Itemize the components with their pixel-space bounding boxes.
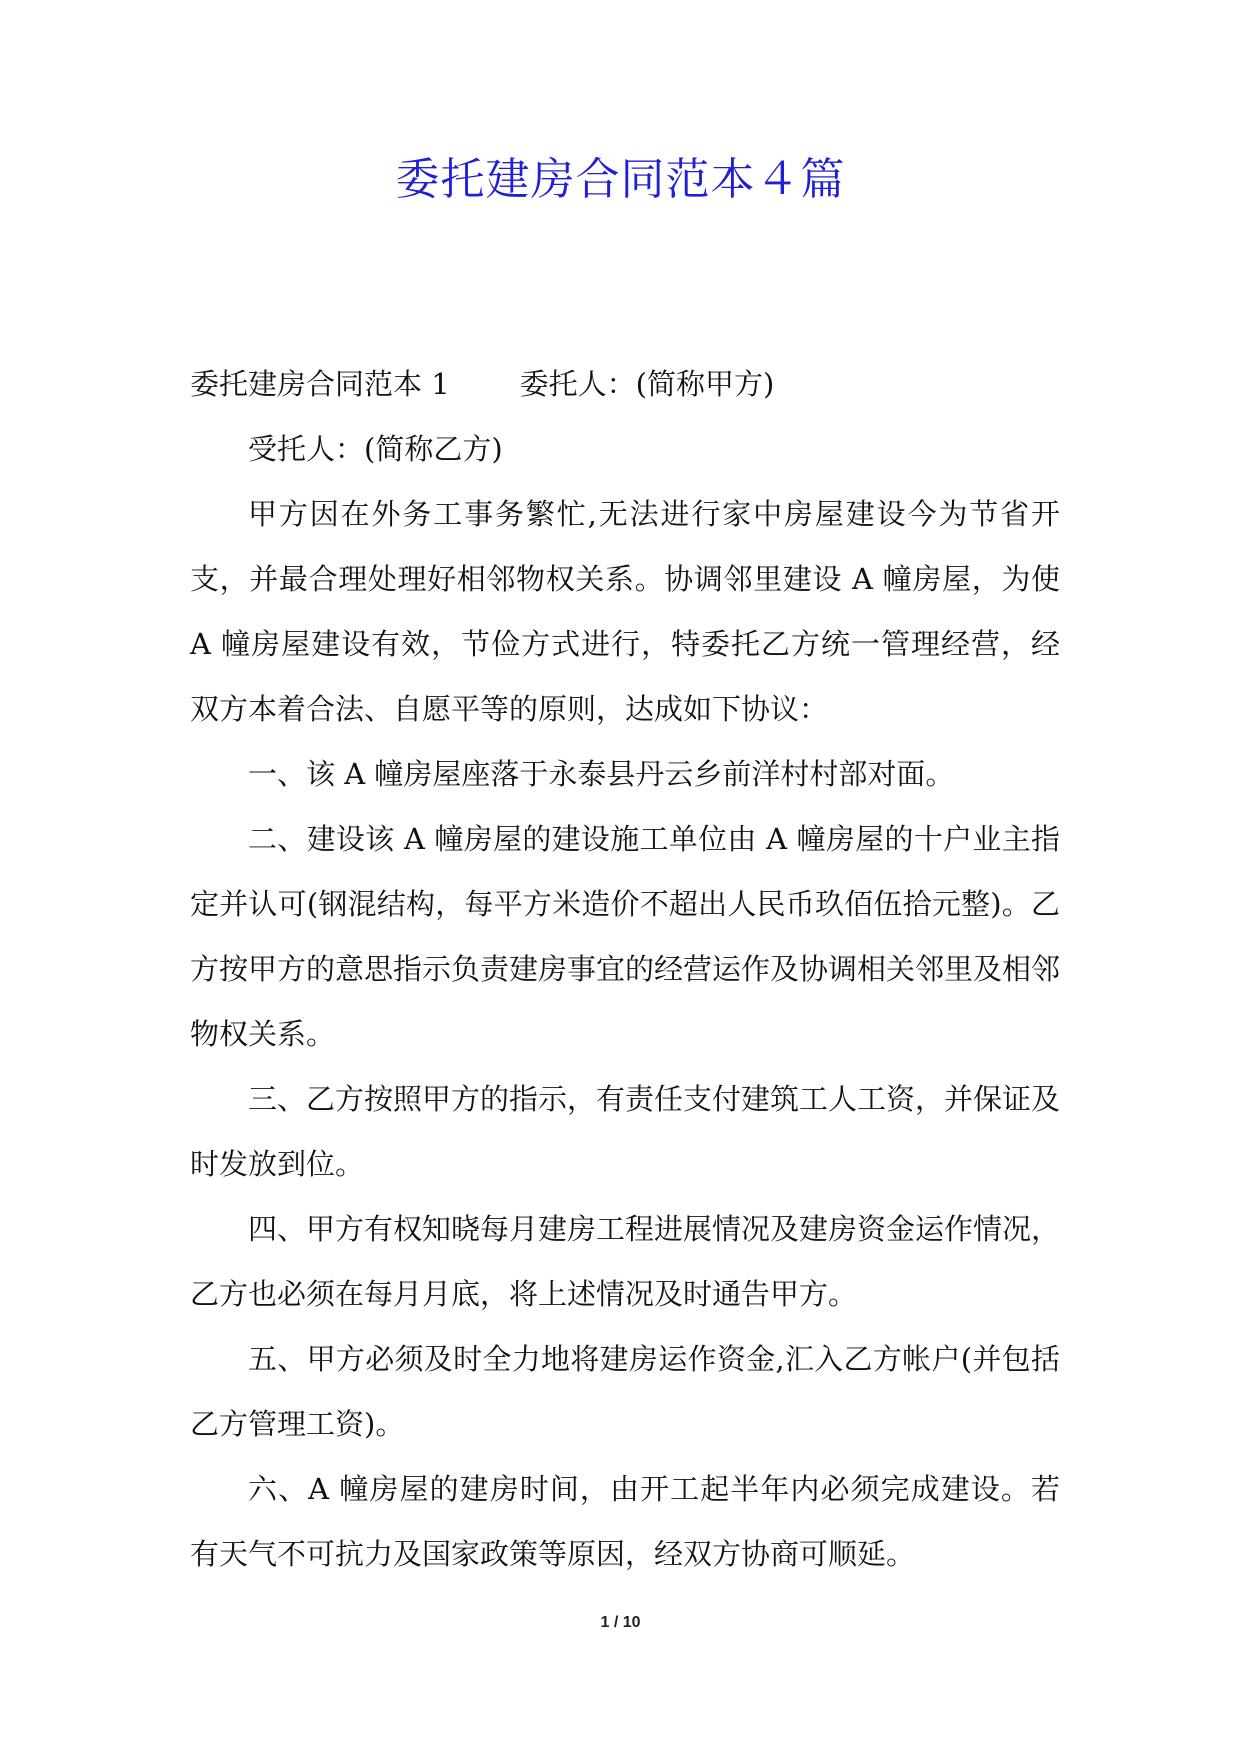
paragraph-clause-6: 六、A 幢房屋的建房时间，由开工起半年内必须完成建设。若有天气不可抗力及国家政策等原因，经双方协商可顺延。 [190, 1472, 1060, 1571]
page-number: 1 / 10 [600, 1614, 641, 1631]
paragraph-principal: 委托人：(简称甲方) [519, 367, 775, 401]
document-body [190, 352, 1060, 1587]
paragraph-clause-2: 二、建设该 A 幢房屋的建设施工单位由 A 幢房屋的十户业主指定并认可(钢混结构，每平方米造价不超出人民币玖佰伍拾元整)。乙方按甲方的意思指示负责建房事宜的经营运作及协调相关邻里及相邻物权关系。 [190, 822, 1061, 1051]
section-heading: 委托建房合同范本 1 [190, 367, 450, 401]
paragraph-heading-line [190, 352, 1060, 417]
paragraph-clause-4: 四、甲方有权知晓每月建房工程进展情况及建房资金运作情况，乙方也必须在每月月底，将上述情况及时通告甲方。 [190, 1212, 1061, 1311]
paragraph-agent: 受托人：(简称乙方) [248, 432, 503, 466]
paragraph-clause-5: 五、甲方必须及时全力地将建房运作资金,汇入乙方帐户(并包括乙方管理工资)。 [190, 1342, 1060, 1441]
paragraph-intro: 甲方因在外务工事务繁忙,无法进行家中房屋建设今为节省开支，并最合理处理好相邻物权关系。协调邻里建设 A 幢房屋，为使 A 幢房屋建设有效，节俭方式进行，特委托乙方统一管理经营，经双方本着合法、自愿平等的原则，达成如下协议： [190, 497, 1060, 726]
paragraph-clause-1: 一、该 A 幢房屋座落于永泰县丹云乡前洋村村部对面。 [248, 757, 955, 791]
paragraph-clause-3: 三、乙方按照甲方的指示，有责任支付建筑工人工资，并保证及时发放到位。 [190, 1082, 1061, 1181]
document-title: 委托建房合同范本４篇 [395, 154, 846, 205]
